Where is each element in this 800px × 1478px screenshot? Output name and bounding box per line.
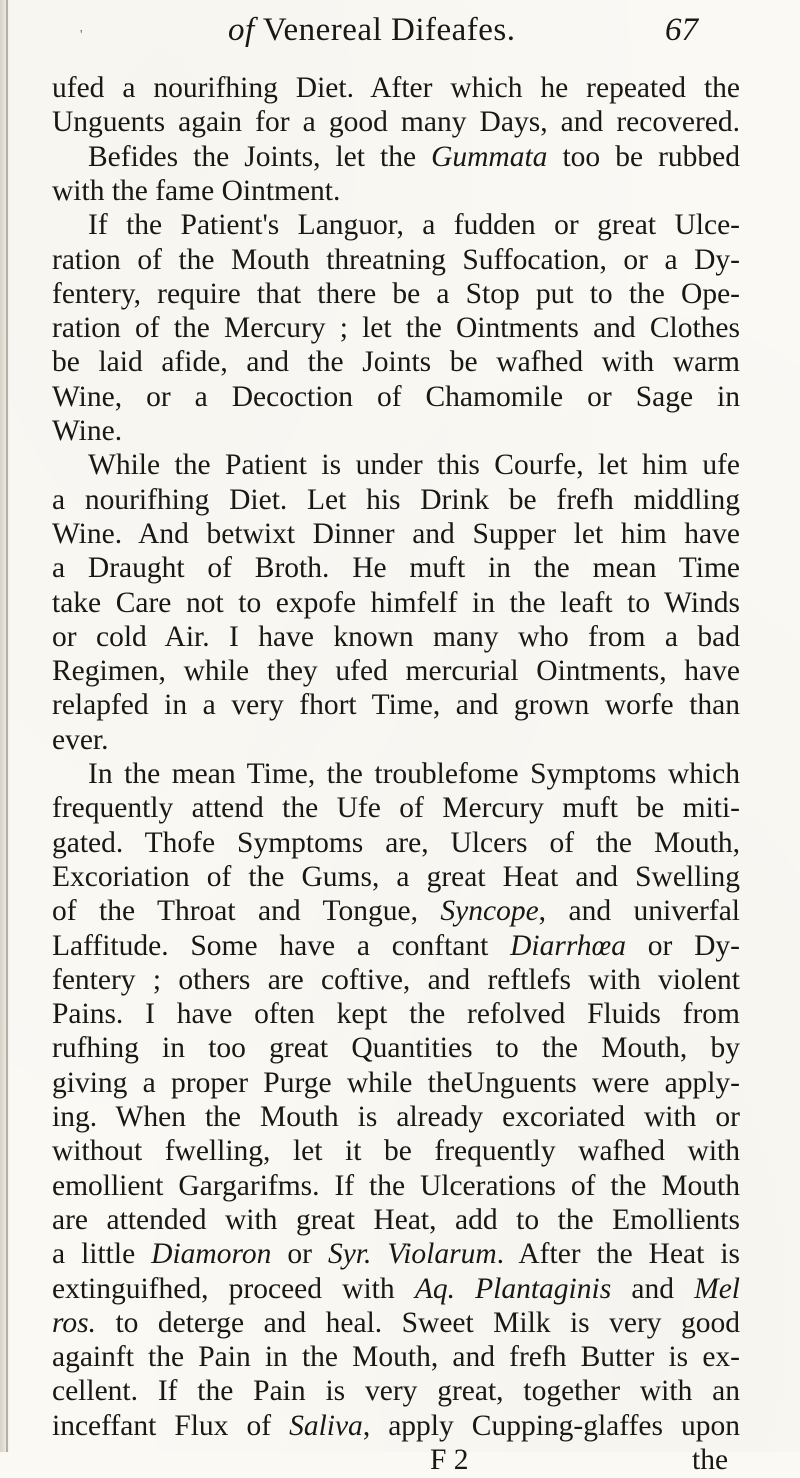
text-run: or cold Air. I have known many who from a bad <box>52 620 740 653</box>
header-marker: ' <box>80 28 83 43</box>
text-line <box>52 996 740 1032</box>
running-head <box>0 10 800 58</box>
text-line <box>52 619 740 655</box>
text-run: be laid afide, and the Joints be wafhed with warm <box>52 346 740 379</box>
text-line <box>52 1236 740 1272</box>
text-line <box>52 344 740 380</box>
text-line <box>52 276 740 312</box>
text-run: giving a proper Purge while theUnguents were apply- <box>52 1066 740 1099</box>
running-title-prefix: of <box>228 12 255 48</box>
text-run: without fwelling, let it be frequently wafhed with <box>52 1135 740 1168</box>
text-line <box>52 1133 740 1169</box>
text-line <box>52 1099 740 1135</box>
text-run: or Dy- <box>625 929 740 962</box>
text-line <box>52 928 740 964</box>
text-line <box>52 962 740 998</box>
text-line <box>52 825 740 861</box>
text-run: fentery ; others are coftive, and reftlefs with violent <box>52 963 740 996</box>
text-run: ration of the Mercury ; let the Ointments and Clothes <box>52 312 740 345</box>
text-run: ufed a nourifhing Diet. After which he repeated the <box>52 72 740 104</box>
text-line <box>52 70 740 106</box>
text-line <box>88 756 740 792</box>
text-run: are attended with great Heat, add to the Emollients <box>52 1203 740 1236</box>
text-run: , and univerfal <box>538 895 740 928</box>
italic-term: ros. <box>52 1306 96 1339</box>
text-run: and <box>611 1272 695 1305</box>
page-binding-edge <box>6 0 8 1452</box>
page-gutter-shadow <box>0 0 10 1452</box>
text-run: a Draught of Broth. He muft in the mean Time <box>52 552 740 585</box>
text-line <box>52 413 740 449</box>
italic-term: Diarrhœa <box>510 929 626 962</box>
signature-line <box>52 1442 740 1478</box>
text-line <box>52 1339 740 1375</box>
text-line <box>52 859 740 895</box>
text-run: or <box>271 1238 328 1271</box>
text-run: . After the Heat is <box>496 1238 741 1271</box>
text-run: If the Patient's Languor, a fudden or great Ulce- <box>88 209 740 242</box>
text-run: Befides the Joints, let the <box>88 140 432 173</box>
text-line <box>52 893 740 929</box>
text-run: with the fame Ointment. <box>52 174 341 207</box>
text-line <box>52 1030 740 1066</box>
text-line <box>52 379 740 415</box>
text-line <box>52 722 740 758</box>
text-run: of the Throat and Tongue, <box>52 895 441 928</box>
text-run: Regimen, while they ufed mercurial Ointments, have <box>52 655 740 688</box>
text-run: cellent. If the Pain is very great, together with an <box>52 1375 740 1408</box>
italic-term: Gummata <box>431 140 548 173</box>
text-run: relapfed in a very fhort Time, and grown worfe than <box>52 689 740 722</box>
text-run: frequently attend the Ufe of Mercury muft be miti- <box>52 792 740 825</box>
text-run: Wine, or a Decoction of Chamomile or Sage in <box>52 380 740 413</box>
text-run: While the Patient is under this Courfe, let him ufe <box>88 449 740 482</box>
italic-term: Diamoron <box>151 1238 272 1271</box>
text-line <box>52 173 740 209</box>
signature-mark: F 2 <box>430 1444 469 1476</box>
text-run: againft the Pain in the Mouth, and frefh Butter is ex- <box>52 1341 740 1374</box>
text-line <box>52 516 740 552</box>
text-line <box>52 310 740 346</box>
text-line <box>52 1065 740 1101</box>
text-line <box>52 1408 740 1444</box>
text-line <box>52 790 740 826</box>
text-line <box>52 1373 740 1409</box>
text-run: ever. <box>52 723 109 756</box>
text-line <box>52 1202 740 1238</box>
text-line <box>52 1168 740 1204</box>
text-run: ration of the Mouth threatning Suffocation, or a Dy- <box>52 243 740 276</box>
text-line <box>88 207 740 243</box>
text-run: ing. When the Mouth is already excoriated with or <box>52 1101 740 1133</box>
text-line <box>52 687 740 723</box>
text-run: Pains. I have often kept the refolved Fluids from <box>52 998 740 1031</box>
text-line <box>52 1271 740 1307</box>
text-line <box>52 104 740 140</box>
text-line <box>88 139 740 175</box>
text-run: take Care not to expofe himfelf in the leaft to Winds <box>52 586 740 619</box>
text-run: Wine. <box>52 415 123 447</box>
text-run: emollient Gargarifms. If the Ulcerations of the Mouth <box>52 1169 740 1202</box>
text-run: fentery, require that there be a Stop put to the Ope- <box>52 277 740 310</box>
text-run: Wine. And betwixt Dinner and Supper let him have <box>52 517 740 550</box>
text-run: Unguents again for a good many Days, and recovered. <box>52 106 740 139</box>
italic-term: Syncope <box>440 895 539 928</box>
text-run: In the mean Time, the troublefome Symptoms which <box>88 758 740 790</box>
text-line <box>52 482 740 518</box>
text-run: gated. Thofe Symptoms are, Ulcers of the Mouth, <box>52 826 740 859</box>
text-run: , apply Cupping-glaffes upon <box>362 1409 740 1442</box>
italic-term: Syr. Violarum <box>327 1238 497 1271</box>
text-run: extinguifhed, proceed with <box>52 1272 415 1305</box>
text-line <box>52 550 740 586</box>
text-run: a little <box>52 1238 152 1271</box>
text-line <box>52 585 740 621</box>
text-line <box>88 447 740 483</box>
page-number: 67 <box>665 12 698 48</box>
catchword: the <box>692 1444 729 1476</box>
text-run: inceffant Flux of <box>52 1409 290 1442</box>
text-run: Excoriation of the Gums, a great Heat and Swelling <box>52 860 740 893</box>
text-line <box>52 653 740 689</box>
italic-term: Mel <box>694 1272 740 1305</box>
text-run: too be rubbed <box>547 140 740 173</box>
text-line <box>52 242 740 278</box>
text-run: rufhing in too great Quantities to the Mouth, by <box>52 1032 740 1065</box>
italic-term: Saliva <box>289 1409 363 1442</box>
italic-term: Aq. Plantaginis <box>414 1272 612 1305</box>
running-title <box>228 12 516 49</box>
text-run: a nourifhing Diet. Let his Drink be frefh middling <box>52 483 740 516</box>
text-line <box>52 1305 740 1341</box>
text-run: to deterge and heal. Sweet Milk is very good <box>96 1306 740 1339</box>
text-run: Laffitude. Some have a conftant <box>52 929 511 962</box>
running-title-text: Venereal Difeafes. <box>262 12 516 48</box>
